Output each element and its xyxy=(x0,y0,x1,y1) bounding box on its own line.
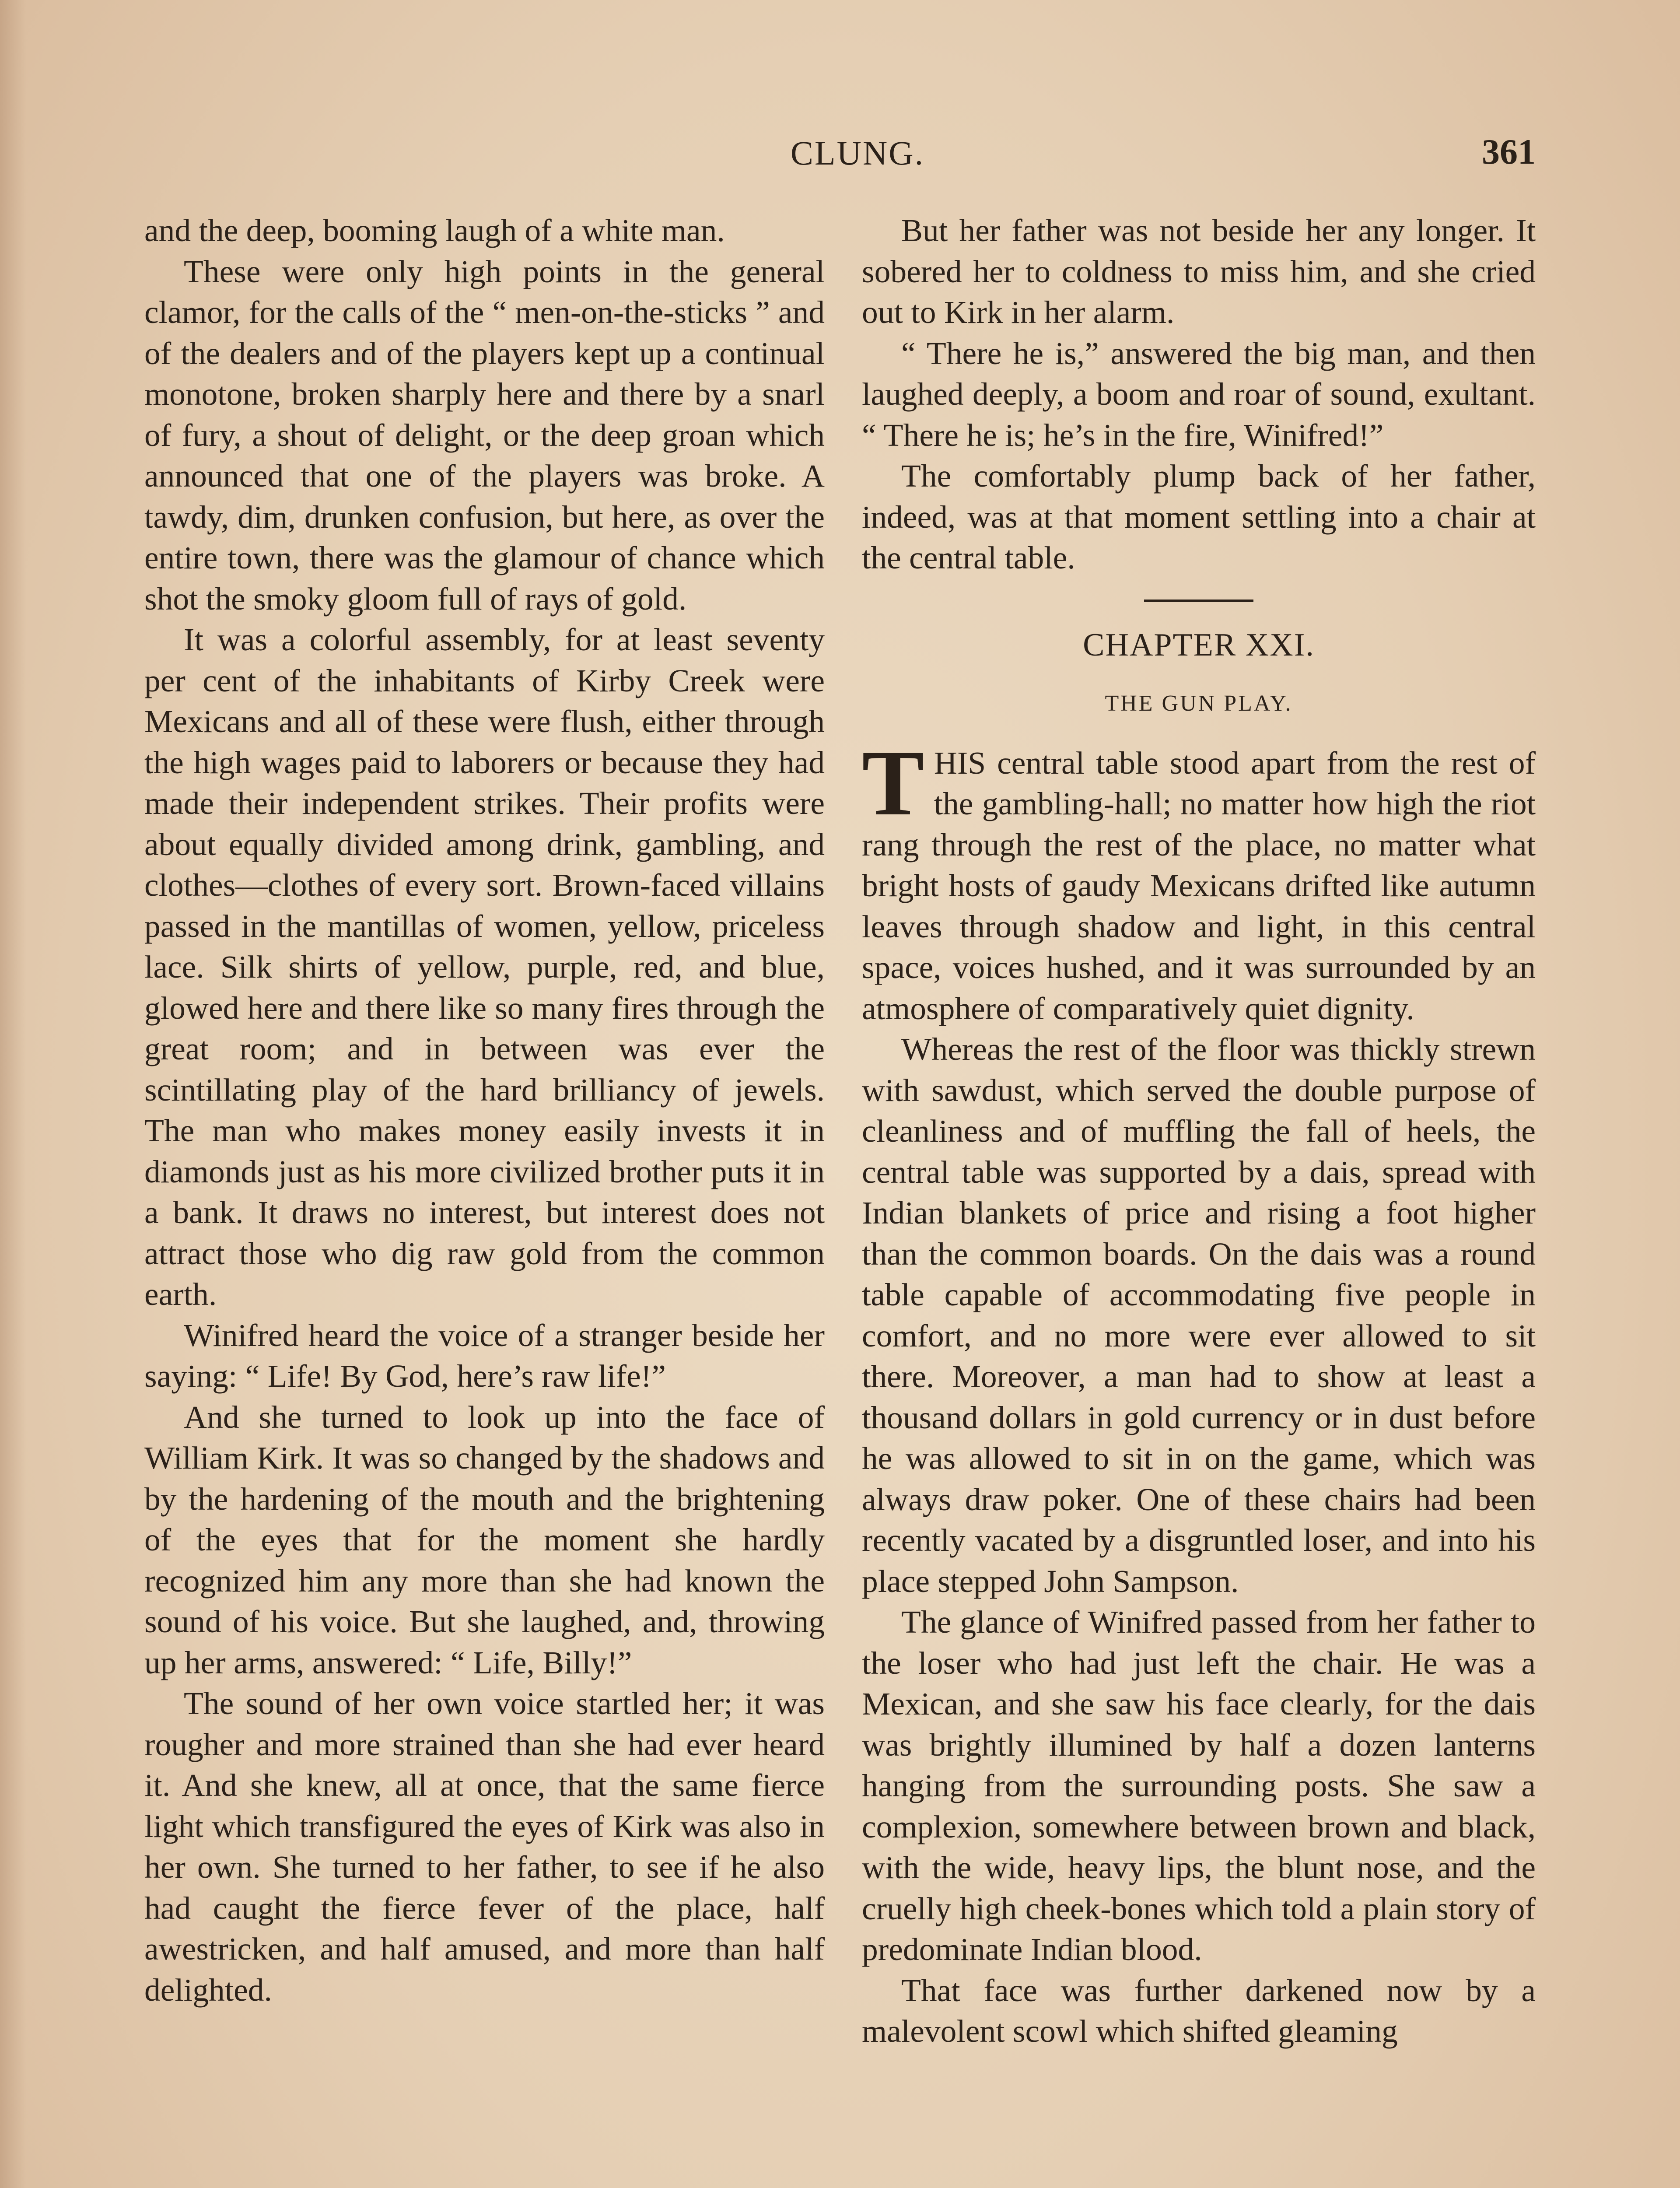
drop-cap: T xyxy=(862,731,924,835)
paragraph: The sound of her own voice startled her; it was rougher and more strained than she had ever heard it. And she knew, all at once, that the same fierce light which transfigured the eyes of Kirk was also in her own. She turned to her father, to see if he also had caught the fierce fever of the place, half awestricken, and half amused, and more than half delighted. xyxy=(144,1686,825,2008)
paragraph: But her father was not beside her any longer. It sobered her to coldness to miss him, and she cried out to Kirk in her alarm. xyxy=(862,213,1536,330)
paragraph: Winifred heard the voice of a stranger beside her saying: “ Life! By God, here’s raw life!” xyxy=(144,1317,825,1394)
paragraph: “ There he is,” answered the big man, and then laughed deeply, a boom and roar of sound, exultant. “ There he is; he’s in the fire, Winifred!” xyxy=(862,335,1536,453)
left-column xyxy=(144,210,825,2010)
paragraph: These were only high points in the general clamor, for the calls of the “ men-on-the-sticks ” and of the dealers and of the players kept up a continual monotone, broken sharply here and there by a snarl of fury, a shout of delight, or the deep groan which announced that one of the players was broke. A tawdy, dim, drunken confusion, but here, as over the entire town, there was the glamour of chance which shot the smoky gloom full of rays of gold. xyxy=(144,253,825,617)
paragraph: That face was further darkened now by a malevolent scowl which shifted gleaming xyxy=(862,1972,1536,2049)
paragraph: It was a colorful assembly, for at least seventy per cent of the inhabitants of Kirby Creek were Mexicans and all of these were flush, either through the high wages paid to laborers or because they had made their independent strikes. Their profits were about equally divided among drink, gambling, and clothes—clothes of every sort. Brown-faced villains passed in the mantillas of women, yellow, priceless lace. Silk shirts of yellow, purple, red, and blue, glowed here and there like so many fires through the great room; and in between was ever the scintillating play of the hard brilliancy of jewels. The man who makes money easily invests it in diamonds just as his more civilized brother puts it in a bank. It draws no interest, but interest does not attract those who dig raw gold from the common earth. xyxy=(144,622,825,1312)
running-header-title: CLUNG. xyxy=(790,134,925,172)
paragraph: The comfortably plump back of her father, indeed, was at that moment settling into a chair at the central table. xyxy=(862,458,1536,575)
page-edge-shadow xyxy=(0,0,26,2188)
paragraph: and the deep, booming laugh of a white man. xyxy=(144,213,725,248)
paragraph: And she turned to look up into the face of William Kirk. It was so changed by the shadows and by the hardening of the mouth and the brightening of the eyes that for the moment she hardly recognized him any more than she had known the sound of his voice. But she laughed, and, throwing up her arms, answered: “ Life, Billy!” xyxy=(144,1399,825,1680)
page-number: 361 xyxy=(1482,132,1536,172)
section-divider xyxy=(1144,600,1253,602)
opening-text: HIS central table stood apart from the rest of the gambling-hall; no matter how high the riot rang through the rest of the place, no matter what bright hosts of gaudy Mexicans drifted like autumn leaves through shadow and light, in this central space, voices hushed, and it was surrounded by an atmosphere of comparatively quiet dignity. xyxy=(862,745,1536,1026)
chapter-subtitle: THE GUN PLAY. xyxy=(1105,691,1293,716)
chapter-heading: CHAPTER XXI. xyxy=(1083,627,1315,663)
paragraph: The glance of Winifred passed from her father to the loser who had just left the chair. He was a Mexican, and she saw his face clearly, for the dais was brightly illumined by half a dozen lanterns hanging from the surrounding posts. She saw a complexion, somewhere between brown and black, with the wide, heavy lips, the blunt nose, and the cruelly high cheek-bones which told a plain story of predominate Indian blood. xyxy=(862,1604,1536,1967)
chapter-opening-paragraph xyxy=(862,731,1536,1029)
right-column xyxy=(862,210,1536,2052)
paragraph: Whereas the rest of the floor was thickly strewn with sawdust, which served the double purpose of cleanliness and of muffling the fall of heels, the central table was supported by a dais, spread with Indian blankets of price and rising a foot higher than the common boards. On the dais was a round table capable of accommodating five people in comfort, and no more were ever allowed to sit there. Moreover, a man had to show at least a thousand dollars in gold currency or in dust before he was allowed to sit in on the game, which was always draw poker. One of these chairs had been recently vacated by a disgruntled loser, and into his place stepped John Sampson. xyxy=(862,1031,1536,1599)
